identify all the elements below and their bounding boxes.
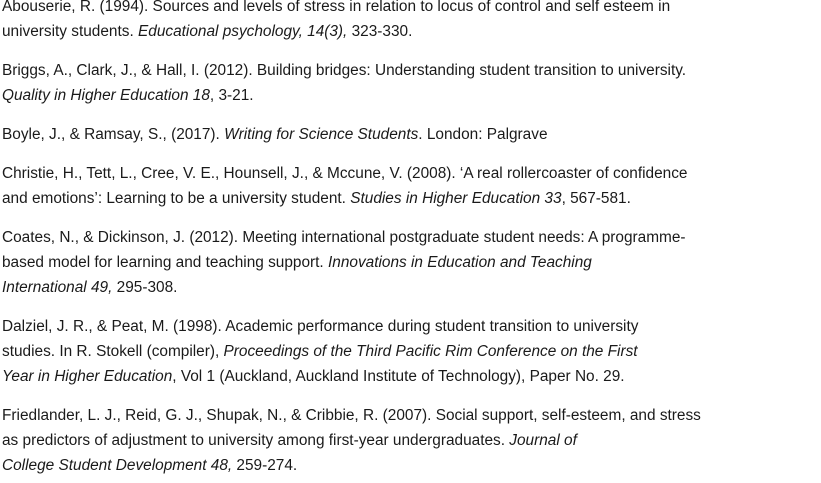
reference-entry [2,161,821,211]
reference-text: , Vol 1 (Auckland, Auckland Institute of Technology), Paper No. 29. [172,368,625,385]
reference-text: Dalziel, J. R., & Peat, M. (1998). Academic performance during student transition to university [2,318,639,335]
reference-line [2,314,821,339]
reference-italic-text: Innovations in Education and Teaching [327,254,592,271]
reference-line [2,428,821,453]
reference-text: Briggs, A., Clark, J., & Hall, I. (2012). Building bridges: Understanding student transition to university. [2,62,687,79]
reference-line [2,275,821,300]
reference-entry [2,122,821,147]
reference-text: and emotions’: Learning to be a university student. [2,190,351,207]
reference-line [2,122,821,147]
reference-line [2,453,821,478]
reference-text: Friedlander, L. J., Reid, G. J., Shupak, N., & Cribbie, R. (2007). Social support, self-esteem, and stress [2,407,701,424]
reference-text: studies. In R. Stokell (compiler), [2,343,224,360]
reference-italic-text: Studies in Higher Education 33 [350,190,562,207]
reference-line [2,0,821,19]
reference-line [2,83,821,108]
reference-italic-text: Proceedings of the Third Pacific Rim Conference on the First [223,343,638,360]
reference-italic-text: Educational psychology, 14(3), [138,23,348,40]
reference-list [2,0,821,478]
reference-italic-text: Writing for Science Students [224,126,419,143]
reference-text: 295-308. [112,279,178,296]
reference-text: Boyle, J., & Ramsay, S., (2017). [2,126,225,143]
reference-text: as predictors of adjustment to university among first-year undergraduates. [2,432,510,449]
reference-italic-text: Quality in Higher Education 18 [2,87,210,104]
reference-text: , 3-21. [209,87,254,104]
reference-line [2,339,821,364]
reference-line [2,19,821,44]
reference-entry [2,225,821,300]
reference-entry [2,403,821,478]
reference-entry [2,58,821,108]
reference-italic-text: Journal of [509,432,577,449]
reference-italic-text: International 49, [2,279,113,296]
reference-line [2,225,821,250]
reference-text: 259-274. [232,457,298,474]
reference-entry [2,314,821,389]
reference-line [2,161,821,186]
reference-text: university students. [2,23,139,40]
reference-line [2,250,821,275]
reference-line [2,58,821,83]
reference-line [2,403,821,428]
reference-text: , 567-581. [561,190,631,207]
reference-text: based model for learning and teaching support. [2,254,328,271]
reference-entry [2,0,821,44]
reference-text: 323-330. [347,23,413,40]
reference-line [2,186,821,211]
reference-text: . London: Palgrave [418,126,548,143]
reference-text: Christie, H., Tett, L., Cree, V. E., Hounsell, J., & Mccune, V. (2008). ‘A real rollercoaster of confidence [2,165,688,182]
reference-italic-text: Year in Higher Education [2,368,173,385]
reference-italic-text: College Student Development 48, [2,457,233,474]
reference-text: Coates, N., & Dickinson, J. (2012). Meeting international postgraduate student needs: A programme- [2,229,686,246]
reference-text: Abouserie, R. (1994). Sources and levels of stress in relation to locus of control and self esteem in [2,0,671,15]
reference-line [2,364,821,389]
